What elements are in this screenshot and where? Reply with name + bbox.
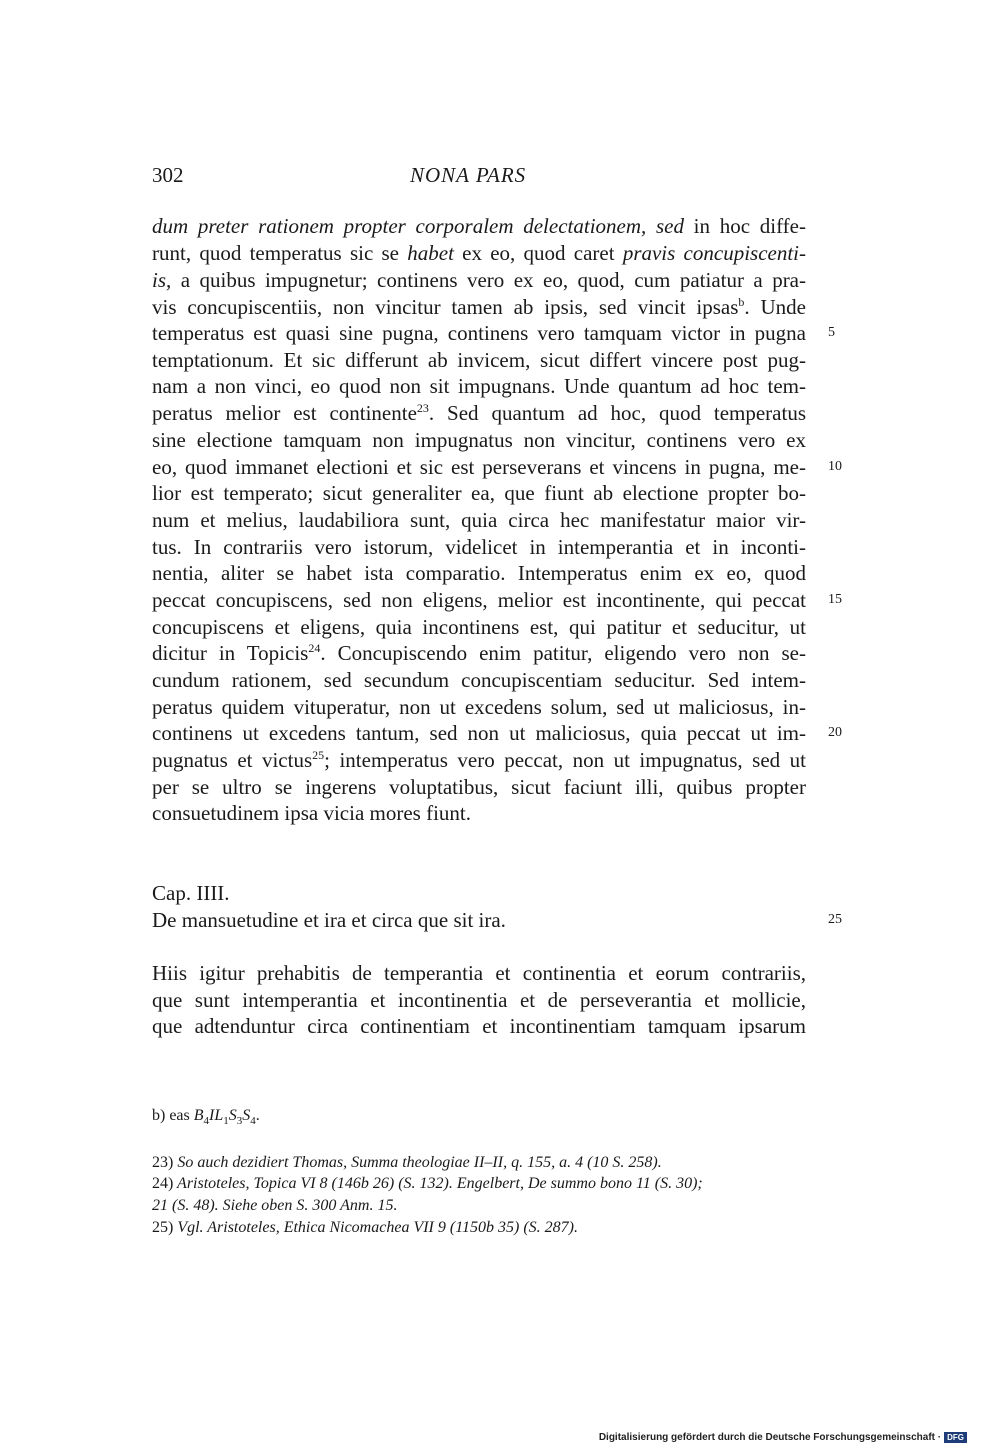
text-line-4 (152, 294, 806, 320)
text-span: . Concupiscendo enim patitur, eligendo vero non se- (320, 641, 806, 665)
dfg-logo-icon: DFG (944, 1432, 967, 1443)
text-line-20: continens ut excedens tantum, sed non ut maliciosus, quia peccat ut im- (152, 721, 806, 745)
text-line-p2-3: que adtenduntur circa continentiam et incontinentiam tamquam ipsarum (152, 1014, 806, 1038)
siglum: S (228, 1107, 237, 1124)
text-span: peratus melior est continente (152, 401, 417, 425)
footnote-marker: 25 (312, 748, 325, 762)
text-line-17 (152, 640, 806, 666)
line-number-10: 10 (828, 459, 842, 474)
text-span: . (255, 1107, 260, 1124)
text-line-p2-2: que sunt intemperantia et incontinentia et de perseverantia et mollicie, (152, 988, 806, 1012)
text-span: ; intemperatus vero peccat, non ut impugnatus, sed ut (324, 748, 806, 772)
text-span: . Sed quantum ad hoc, quod temperatus (428, 401, 806, 425)
text-line-3 (152, 267, 806, 293)
apparatus-entry-b (152, 1106, 260, 1126)
footnote-text: Aristoteles, Topica VI 8 (146b 26) (S. 132). Engelbert, De summo bono 11 (S. 30); (173, 1175, 703, 1192)
chapter-title: Cap. IIII. (152, 881, 230, 905)
siglum-index: 3 (236, 1115, 243, 1128)
text-line-13: tus. In contrariis vero istorum, videlicet in intemperantia et in inconti- (152, 535, 806, 559)
footnote-number: 24) (152, 1175, 174, 1192)
text-line-9: sine electione tamquam non impugnatus non vincitur, continens vero ex (152, 428, 806, 452)
italic-span: is (152, 268, 167, 292)
italic-span: pravis concupiscenti- (622, 241, 807, 265)
siglum-index: 4 (203, 1115, 210, 1128)
chapter-subtitle: De mansuetudine et ira et circa que sit ira. (152, 908, 506, 932)
footnote-text: Vgl. Aristoteles, Ethica Nicomachea VII 9 (1150b 35) (S. 287). (173, 1219, 578, 1236)
text-line-16: concupiscens et eligens, quia incontinens est, qui patitur et seducitur, ut (152, 615, 806, 639)
text-line-22: per se ultro se ingerens voluptatibus, sicut faciunt illi, quibus propter (152, 775, 806, 799)
text-span: vis concupiscentiis, non vincitur tamen ab ipsis, sed vincit ipsas (152, 295, 739, 319)
italic-span: habet (407, 241, 454, 265)
line-number-5: 5 (828, 325, 835, 340)
footnote-text: 21 (S. 48). Siehe oben S. 300 Anm. 15. (152, 1197, 398, 1214)
page-number: 302 (152, 163, 184, 187)
text-span: in hoc diffe- (683, 214, 806, 238)
footnote-24-continued (152, 1196, 397, 1216)
digitization-credit (599, 1432, 967, 1443)
text-line-1 (152, 213, 806, 239)
text-span: ex eo, quod caret (453, 241, 623, 265)
siglum: S (242, 1107, 251, 1124)
apparatus-marker: b (738, 295, 745, 309)
text-line-14: nentia, aliter se habet ista comparatio. Intemperatus enim ex eo, quod (152, 561, 806, 585)
apparatus-label: b) eas (152, 1107, 194, 1124)
text-line-11: lior est temperato; sicut generaliter ea, que fiunt ab electione propter bo- (152, 481, 806, 505)
credit-text: Digitalisierung gefördert durch die Deutsche Forschungsgemeinschaft · (598, 1432, 942, 1443)
footnote-number: 25) (152, 1219, 174, 1236)
footnote-marker: 23 (416, 401, 429, 415)
line-number-15: 15 (828, 592, 842, 607)
footnote-23 (152, 1153, 662, 1173)
italic-span: dum preter rationem propter corporalem delectationem, sed (152, 214, 684, 238)
siglum: IL (209, 1107, 224, 1124)
text-line-18: cundum rationem, sed secundum concupiscentiam seducitur. Sed intem- (152, 668, 806, 692)
text-line-23: consuetudinem ipsa vicia mores fiunt. (152, 801, 472, 825)
text-line-12: num et melius, laudabiliora sunt, quia circa hec manifestatur maior vir- (152, 508, 806, 532)
siglum-index: 1 (223, 1115, 229, 1128)
text-line-7: nam a non vinci, eo quod non sit impugnans. Unde quantum ad hoc tem- (152, 374, 806, 398)
line-number-25: 25 (828, 912, 842, 927)
footnote-text: So auch dezidiert Thomas, Summa theologiae II–II, q. 155, a. 4 (10 S. 258). (173, 1154, 662, 1171)
running-head: NONA PARS (410, 163, 527, 187)
footnote-number: 23) (152, 1154, 174, 1171)
text-span: , a quibus impugnetur; continens vero ex eo, quod, cum patiatur a pra- (166, 268, 806, 292)
siglum: B (193, 1107, 204, 1124)
siglum-index: 4 (250, 1115, 256, 1128)
text-line-2 (152, 240, 806, 266)
text-line-19: peratus quidem vituperatur, non ut excedens solum, sed ut maliciosus, in- (152, 695, 806, 719)
footnote-24 (152, 1174, 703, 1194)
text-line-21 (152, 747, 806, 773)
footnote-marker: 24 (308, 641, 321, 655)
text-line-6: temptationum. Et sic differunt ab invicem, sicut differt vincere post pug- (152, 348, 806, 372)
text-line-p2-1: Hiis igitur prehabitis de temperantia et continentia et eorum contrariis, (152, 961, 806, 985)
text-span: dicitur in Topicis (152, 641, 309, 665)
text-line-15: peccat concupiscens, sed non eligens, melior est incontinente, qui peccat (152, 588, 806, 612)
line-number-20: 20 (828, 725, 842, 740)
text-span: pugnatus et victus (152, 748, 313, 772)
text-line-5: temperatus est quasi sine pugna, continens vero tamquam victor in pugna (152, 321, 806, 345)
text-line-8 (152, 400, 806, 426)
text-span: runt, quod temperatus sic se (152, 241, 408, 265)
text-line-10: eo, quod immanet electioni et sic est perseverans et vincens in pugna, me- (152, 455, 806, 479)
text-span: . Unde (744, 295, 806, 319)
footnote-25 (152, 1218, 578, 1238)
